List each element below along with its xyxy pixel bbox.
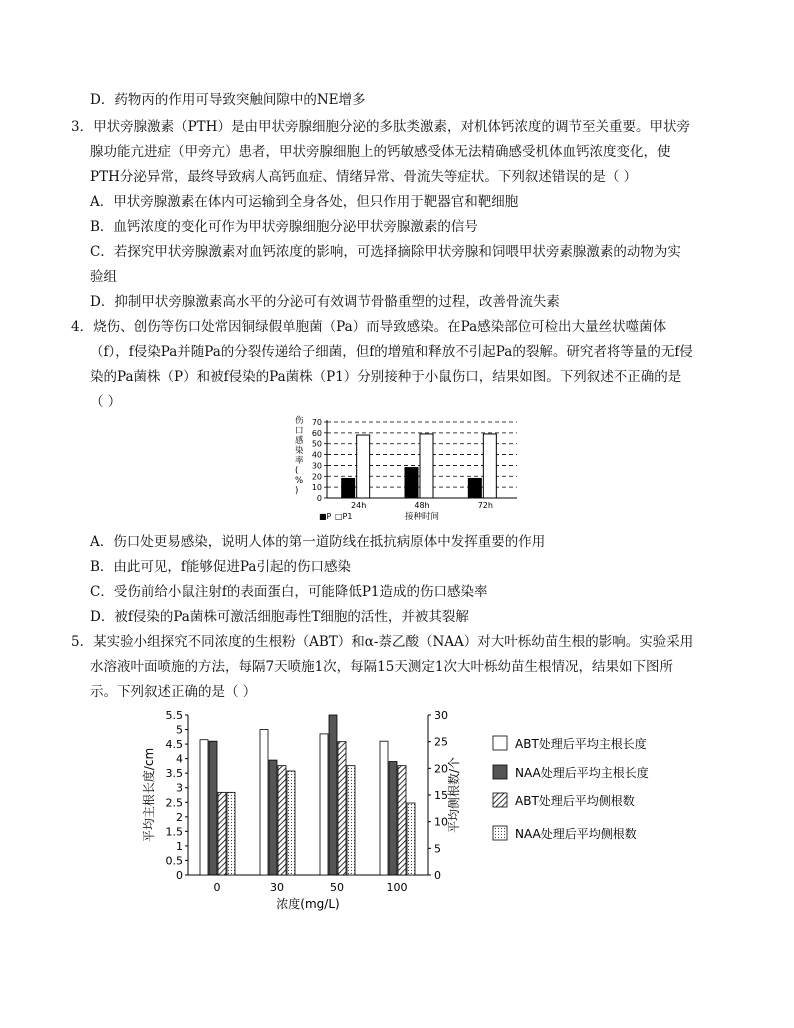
question-4-option-d: D．被f侵染的Pa菌株可激活细胞毒性T细胞的活性，并被其裂解 (90, 609, 469, 625)
left-y-tick-label: 3 (176, 781, 183, 795)
left-y-tick-label: 3.5 (165, 767, 183, 781)
question-4-stem-line-2: （f），f侵染Pa并随Pa的分裂传递给子细菌，但f的增殖和释放不引起Pa的裂解。研究者将等量的无f侵 (90, 344, 693, 360)
x-tick-label: 24h (351, 501, 367, 510)
legend-p1: □P1 (335, 512, 353, 521)
y-tick-label: 30 (311, 461, 322, 471)
x-axis-label: 浓度(mg/L) (276, 897, 340, 911)
y-tick-label: 10 (311, 483, 322, 493)
left-y-tick-label: 2 (176, 810, 183, 824)
question-4-stem-line-1: 4．烧伤、创伤等伤口处常因铜绿假单胞菌（Pa）而导致感染。在Pa感染部位可检出大量丝状噬菌体 (71, 319, 667, 335)
bar-1-50 (329, 715, 337, 875)
legend-swatch (493, 793, 507, 807)
question-3-option-c: C．若探究甲状旁腺激素对血钙浓度的影响，可选择摘除甲状旁腺和饲喂甲状旁素腺激素的动物为实 (90, 244, 681, 260)
question-4-stem-line-4: （ ） (90, 394, 122, 410)
legend-label: NAA处理后平均主根长度 (515, 766, 649, 780)
y-tick-label: 40 (311, 450, 322, 460)
left-y-axis-label: 平均主根长度/cm (142, 747, 156, 843)
bar-2-50 (338, 742, 346, 875)
right-y-tick-label: 0 (434, 869, 441, 882)
x-tick-label: 100 (386, 881, 408, 894)
right-y-tick-label: 30 (434, 709, 448, 722)
y-tick-label: 0 (316, 494, 322, 503)
left-y-tick-label: 0.5 (165, 854, 183, 868)
bar-3-0 (227, 792, 235, 875)
legend (493, 736, 649, 841)
bar-p-72h (468, 478, 481, 498)
bar-3-100 (407, 803, 415, 875)
bar-0-30 (260, 730, 268, 875)
question-3-stem-line-1: 3．甲状旁腺激素（PTH）是由甲状旁腺细胞分泌的多肽类激素，对机体钙浓度的调节至关重要。甲状旁 (71, 119, 690, 135)
legend-swatch (493, 826, 507, 840)
bar-p-48h (405, 468, 418, 498)
legend-p: ■P (319, 512, 332, 521)
bar-2-0 (218, 792, 226, 875)
left-y-tick-label: 1.5 (165, 825, 183, 839)
question-3-option-b: B．血钙浓度的变化可作为甲状旁腺细胞分泌甲状旁腺激素的信号 (90, 219, 478, 235)
question-4-option-c: C．受伤前给小鼠注射f的表面蛋白，可能降低P1造成的伤口感染率 (90, 584, 488, 600)
bar-p1-24h (357, 435, 370, 498)
question-4-stem-line-3: 染的Pa菌株（P）和被f侵染的Pa菌株（P1）分别接种于小鼠伤口，结果如图。下列叙述不正确的是 (90, 369, 682, 385)
left-y-tick-label: 5.5 (165, 709, 183, 722)
y-tick-label: 60 (311, 428, 322, 438)
left-y-tick-label: 4.5 (165, 738, 183, 752)
left-y-tick-label: 1 (176, 839, 183, 853)
question-3-stem-line-3: PTH分泌异常，最终导致病人高钙血症、情绪异常、骨流失等症状。下列叙述错误的是（ ） (90, 169, 638, 185)
x-tick-label: 30 (270, 881, 284, 894)
bar-0-100 (380, 741, 388, 875)
question-5-stem-line-2: 水溶液叶面喷施的方法，每隔7天喷施1次，每隔15天测定1次大叶栎幼苗生根情况，结果如下图所 (90, 659, 673, 675)
bar-2-100 (398, 766, 406, 875)
question-4-option-a: A．伤口处更易感染，说明人体的第一道防线在抵抗病原体中发挥重要的作用 (90, 534, 546, 550)
bar-p1-72h (483, 434, 496, 498)
y-tick-label: 20 (311, 472, 322, 482)
legend-label: NAA处理后平均侧根数 (515, 827, 637, 841)
bar-3-30 (287, 771, 295, 875)
question-5-stem-line-1: 5．某实验小组探究不同浓度的生根粉（ABT）和α-萘乙酸（NAA）对大叶栎幼苗生根的影响。实验采用 (71, 634, 694, 650)
y-tick-label: 70 (311, 418, 322, 427)
bar-0-50 (320, 734, 328, 875)
y-axis-label: 伤口感染率( % ) (295, 416, 304, 496)
x-axis-label: 接种时间 (404, 512, 440, 522)
right-y-tick-label: 15 (434, 789, 448, 802)
x-tick-label: 72h (477, 501, 493, 510)
legend (319, 512, 352, 521)
x-tick-label: 50 (330, 881, 344, 894)
question-5-stem-line-3: 示。下列叙述正确的是（ ） (90, 684, 257, 700)
bar-3-50 (347, 766, 355, 875)
bar-p1-48h (420, 434, 433, 498)
x-tick-label: 48h (414, 501, 430, 510)
right-y-tick-label: 25 (434, 735, 448, 749)
left-y-tick-label: 0 (176, 869, 183, 882)
bar-0-0 (200, 740, 208, 875)
question-4-option-b: B．由此可见，f能够促进Pa引起的伤口感染 (90, 559, 351, 575)
legend-swatch (493, 736, 507, 750)
left-y-tick-label: 2.5 (165, 796, 183, 810)
right-y-tick-label: 10 (434, 815, 448, 829)
chart-rooting (140, 704, 710, 916)
right-y-tick-label: 20 (434, 762, 448, 776)
right-y-tick-label: 5 (434, 842, 441, 856)
x-tick-label: 0 (213, 881, 221, 894)
left-y-tick-label: 5 (176, 723, 183, 737)
legend-label: ABT处理后平均主根长度 (515, 737, 647, 751)
question-3-option-d: D．抑制甲状旁腺激素高水平的分泌可有效调节骨骼重塑的过程，改善骨流失素 (90, 294, 560, 310)
bar-1-100 (389, 762, 397, 875)
legend-swatch (493, 765, 507, 779)
chart-wound-infection (285, 413, 530, 528)
question-3-option-a: A．甲状旁腺激素在体内可运输到全身各处，但只作用于靶器官和靶细胞 (90, 194, 519, 210)
bar-1-30 (269, 760, 277, 875)
question-3-stem-line-2: 腺功能亢进症（甲旁亢）患者，甲状旁腺细胞上的钙敏感受体无法精确感受机体血钙浓度变化，使 (90, 144, 671, 160)
bar-2-30 (278, 766, 286, 875)
bar-p-24h (342, 478, 355, 498)
bar-1-0 (209, 741, 217, 875)
legend-label: ABT处理后平均侧根数 (515, 794, 635, 808)
question-3-option-c-cont: 验组 (90, 269, 117, 285)
right-y-axis-label: 平均侧根数/个 (447, 756, 461, 834)
y-tick-label: 50 (311, 439, 322, 449)
question-2-option-d: D．药物丙的作用可导致突触间隙中的NE增多 (90, 92, 366, 108)
left-y-tick-label: 4 (176, 752, 183, 766)
